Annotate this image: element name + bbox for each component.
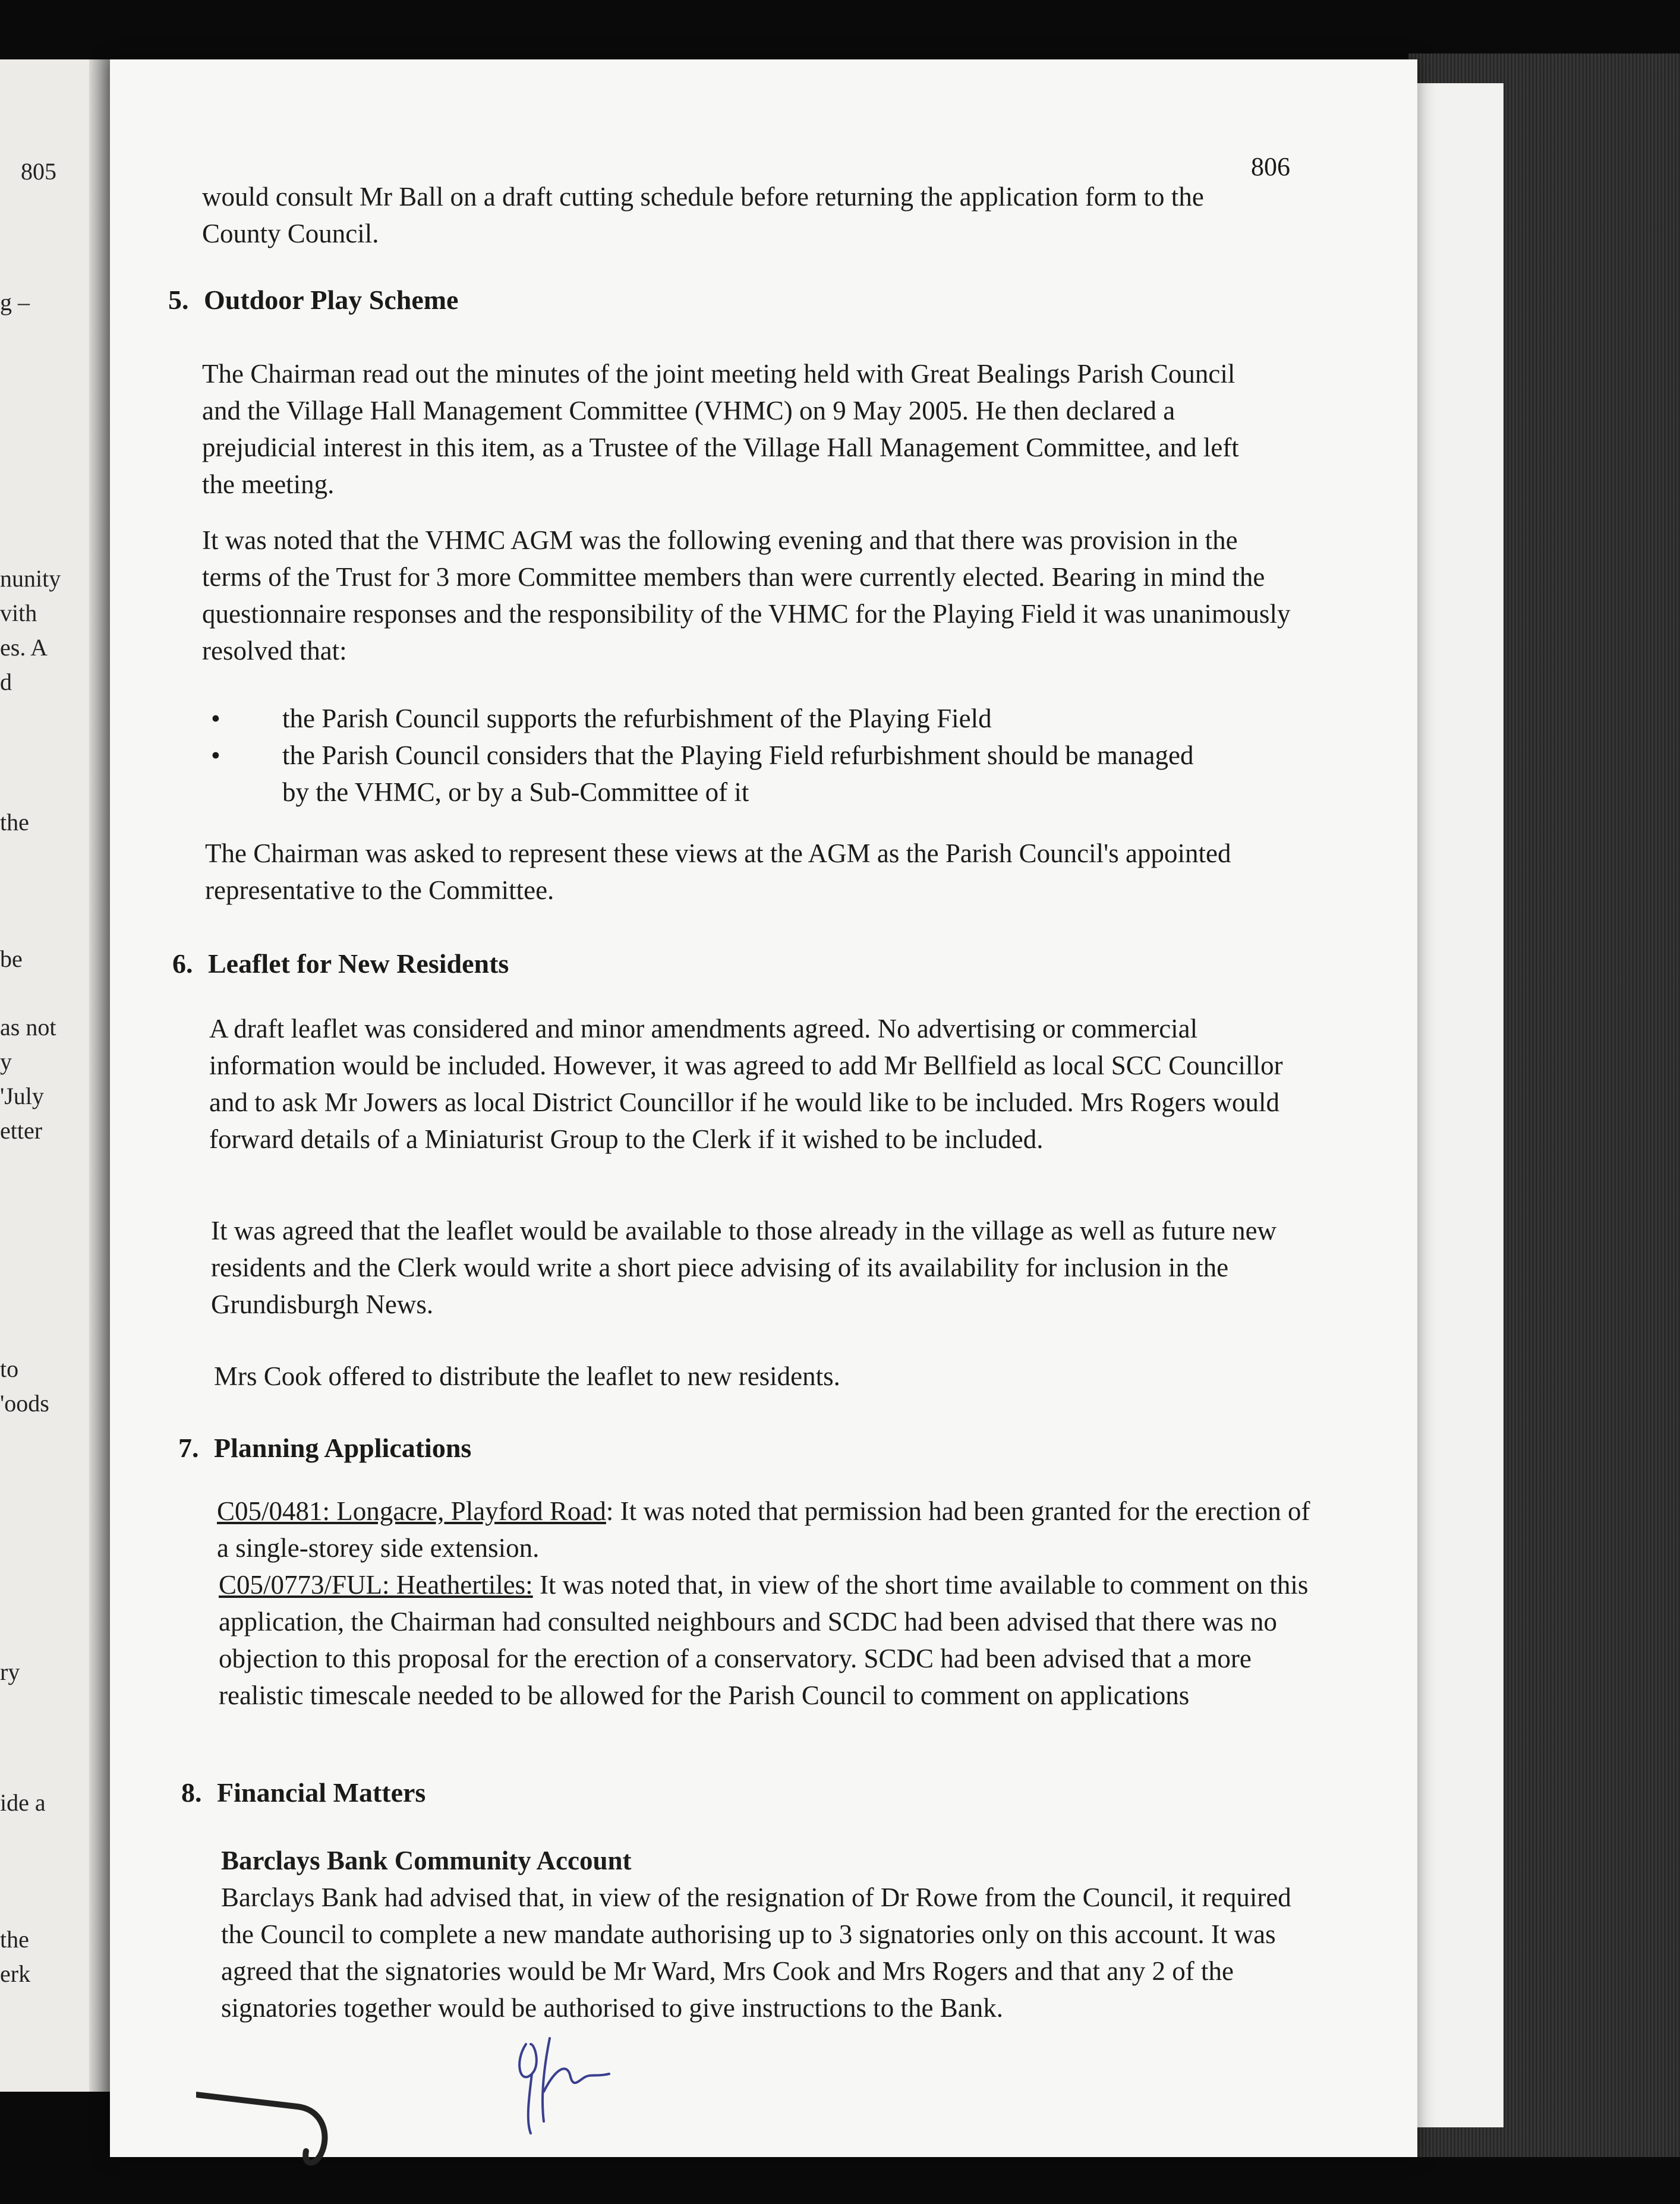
previous-page-fragment: etter <box>0 1117 43 1144</box>
section-6-paragraph-1 <box>209 1010 1303 1158</box>
section-5-paragraph-1 <box>202 355 1272 503</box>
list-item: • the Parish Council supports the refurbishment of the Playing Field <box>211 700 1221 737</box>
list-item: • the Parish Council considers that the Playing Field refurbishment should be managed by the VHMC, or by a Sub-Committee of it <box>211 737 1221 811</box>
section-heading-outdoor-play <box>168 284 458 316</box>
previous-page-fragment: nunity <box>0 565 61 592</box>
paragraph-text: Mrs Cook offered to distribute the leaflet to new residents. <box>214 1361 840 1391</box>
previous-page-fragment: to <box>0 1355 19 1382</box>
previous-page-fragment: erk <box>0 1960 31 1987</box>
previous-page-fragment: be <box>0 945 23 972</box>
previous-page-fragment: es. A <box>0 634 48 661</box>
intro-text: would consult Mr Ball on a draft cutting schedule before returning the application form to the County Council. <box>202 182 1204 248</box>
application-reference: C05/0773/FUL: Heathertiles: <box>219 1570 533 1600</box>
planning-application-1 <box>217 1493 1310 1566</box>
section-heading-planning <box>178 1432 471 1464</box>
separator: : <box>606 1496 614 1526</box>
previous-page-fragment: ry <box>0 1658 20 1685</box>
paragraph-text: The Chairman read out the minutes of the joint meeting held with Great Bealings Parish Council and the Village Hall Management Committee (VHMC) on 9 May 2005. He then declared a prejudicial interest in this item, as a Trustee of the Village Hall Management Committee, and left the meeting. <box>202 359 1239 499</box>
paragraph-text: Barclays Bank had advised that, in view of the resignation of Dr Rowe from the Council, it required the Council to complete a new mandate authorising up to 3 signatories only on this account. It was agreed that the signatories would be Mr Ward, Mrs Cook and Mrs Rogers and that any 2 of the signatories together would be authorised to give instructions to the Bank. <box>221 1883 1291 2023</box>
section-8-paragraph <box>221 1842 1315 2026</box>
planning-application-2 <box>219 1566 1312 1714</box>
previous-page-fragment: g – <box>0 289 30 316</box>
section-number: 6. <box>172 948 193 979</box>
previous-page-fragment: as not <box>0 1014 56 1040</box>
section-6-paragraph-3 <box>214 1358 1284 1395</box>
section-heading-leaflet <box>172 948 509 979</box>
page-stack-edge <box>1408 83 1504 2127</box>
subsection-title: Barclays Bank Community Account <box>221 1846 632 1875</box>
binding-gutter <box>89 59 113 2092</box>
section-number: 8. <box>181 1777 202 1808</box>
signature-initials <box>508 2020 627 2139</box>
paragraph-text: A draft leaflet was considered and minor amendments agreed. No advertising or commercial information would be included. However, it was agreed to add Mr Bellfield as local SCC Councillor and to ask Mr Jowers as local District Councillor if he would like to be included. Mrs Rogers would forward details of a Miniaturist Group to the Clerk if it wished to be included. <box>209 1014 1283 1154</box>
section-number: 5. <box>168 285 189 315</box>
previous-page-fragment: 'oods <box>0 1390 49 1417</box>
paragraph-text: It was agreed that the leaflet would be available to those already in the village as well as future new residents and the Clerk would write a short piece advising of its availability for inclusion in the Grundisburgh News. <box>211 1216 1277 1319</box>
previous-page-fragment: vith <box>0 600 37 626</box>
previous-page-number: 805 <box>21 158 56 185</box>
previous-page-fragment: the <box>0 809 29 835</box>
application-text: It was noted that, in view of the short time available to comment on this application, the Chairman had consulted neighbours and SCDC had been advised that there was no objection to this proposal for the erection of a conservatory. SCDC had been advised that a more realistic timescale needed to be allowed for the Parish Council to comment on applications <box>219 1570 1309 1710</box>
section-title: Planning Applications <box>214 1433 472 1463</box>
paragraph-text: It was noted that the VHMC AGM was the following evening and that there was provision in the terms of the Trust for 3 more Committee members than were currently elected. Bearing in mind the questionnaire responses and the responsibility of the VHMC for the Playing Field it was unanimously resolved that: <box>202 525 1291 666</box>
section-title: Leaflet for New Residents <box>208 948 509 979</box>
paragraph-text <box>217 1493 1310 1566</box>
section-heading-financial <box>181 1777 425 1808</box>
section-title: Outdoor Play Scheme <box>204 285 459 315</box>
resolution-list <box>211 700 1221 811</box>
previous-page-fragment: d <box>0 669 12 695</box>
paragraph-text <box>219 1566 1312 1714</box>
previous-page-fragment: y <box>0 1048 12 1075</box>
section-number: 7. <box>178 1433 199 1463</box>
intro-paragraph <box>202 178 1272 252</box>
section-5-paragraph-2 <box>202 522 1296 669</box>
application-reference: C05/0481: Longacre, Playford Road <box>217 1496 606 1526</box>
previous-page-fragment: 'July <box>0 1083 44 1109</box>
paper-clip <box>196 2083 339 2172</box>
application-text: It was noted that permission had been granted for the erection of a single-storey side extension. <box>217 1496 1310 1563</box>
previous-page-fragment: the <box>0 1926 29 1953</box>
section-title: Financial Matters <box>217 1777 426 1808</box>
page-number: 806 <box>1251 152 1290 181</box>
section-5-paragraph-3 <box>205 835 1275 909</box>
previous-page-fragment: ide a <box>0 1789 46 1816</box>
paragraph-text: The Chairman was asked to represent these views at the AGM as the Parish Council's appointed representative to the Committee. <box>205 838 1231 905</box>
section-6-paragraph-2 <box>211 1212 1304 1323</box>
